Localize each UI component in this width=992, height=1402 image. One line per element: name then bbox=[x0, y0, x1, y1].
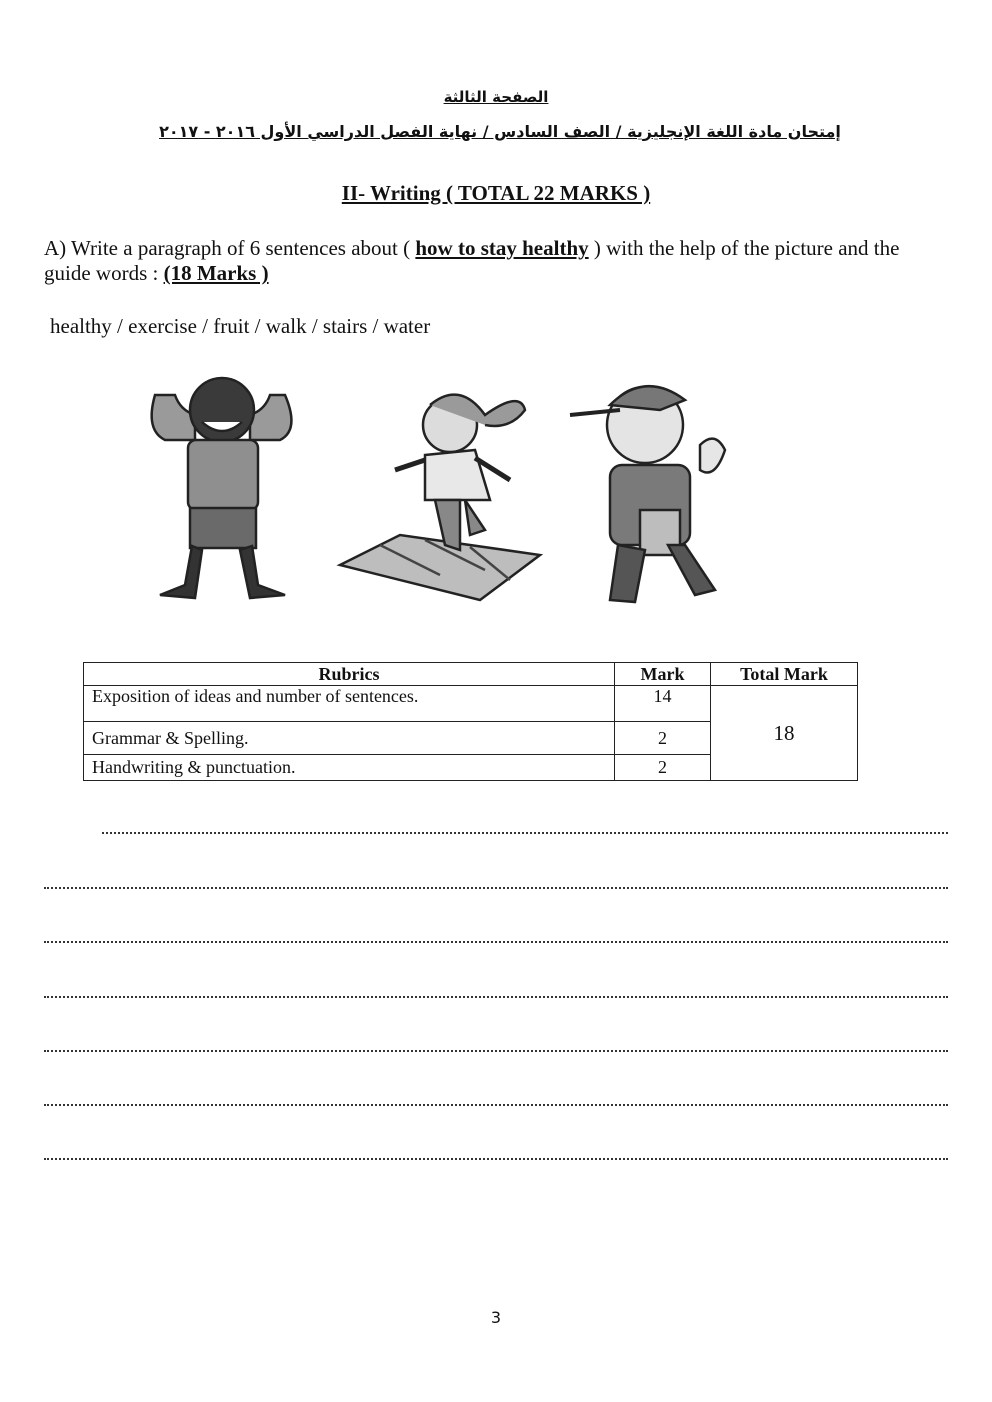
writing-line[interactable] bbox=[44, 1048, 948, 1052]
rubric-header-row bbox=[84, 663, 858, 686]
banana-boy-figure bbox=[570, 386, 725, 602]
total-mark-cell: 18 bbox=[711, 686, 858, 781]
exam-title-arabic: إمتحان مادة اللغة الإنجليزية / الصف السادس / نهاية الفصل الدراسي الأول ٢٠١٦ - ٢٠١٧ bbox=[159, 122, 841, 141]
rubric-cell: Exposition of ideas and number of sentences. bbox=[84, 686, 615, 722]
rubric-cell: Grammar & Spelling. bbox=[84, 722, 615, 755]
task-marks: (18 Marks ) bbox=[163, 261, 269, 285]
total-mark-header: Total Mark bbox=[711, 663, 858, 686]
writing-line[interactable] bbox=[44, 1156, 948, 1160]
mark-cell: 14 bbox=[615, 686, 711, 722]
rubrics-header: Rubrics bbox=[84, 663, 615, 686]
section-title: II- Writing ( TOTAL 22 MARKS ) bbox=[341, 181, 651, 205]
mark-header: Mark bbox=[615, 663, 711, 686]
hopscotch-girl-figure bbox=[340, 395, 540, 600]
writing-line[interactable] bbox=[44, 885, 948, 889]
writing-line[interactable] bbox=[44, 1102, 948, 1106]
task-middle: ) with the help of the picture and the guide words : bbox=[44, 236, 900, 285]
writing-line[interactable] bbox=[102, 830, 948, 834]
page-number: 3 bbox=[490, 1308, 502, 1327]
mark-cell: 2 bbox=[615, 722, 711, 755]
rubric-cell: Handwriting & punctuation. bbox=[84, 755, 615, 781]
rubric-table bbox=[83, 662, 858, 781]
guide-words: healthy / exercise / fruit / walk / stairs / water bbox=[50, 314, 431, 338]
writing-line[interactable] bbox=[44, 939, 948, 943]
task-instruction bbox=[44, 236, 944, 286]
mark-cell: 2 bbox=[615, 755, 711, 781]
healthy-kids-illustration bbox=[140, 370, 760, 620]
table-row bbox=[84, 686, 858, 722]
task-prefix: A) Write a paragraph of 6 sentences about ( bbox=[44, 236, 411, 260]
task-topic: how to stay healthy bbox=[415, 236, 589, 260]
page-label-arabic: الصفحة الثالثة bbox=[443, 88, 549, 106]
flexing-boy-figure bbox=[152, 378, 292, 598]
writing-line[interactable] bbox=[44, 994, 948, 998]
